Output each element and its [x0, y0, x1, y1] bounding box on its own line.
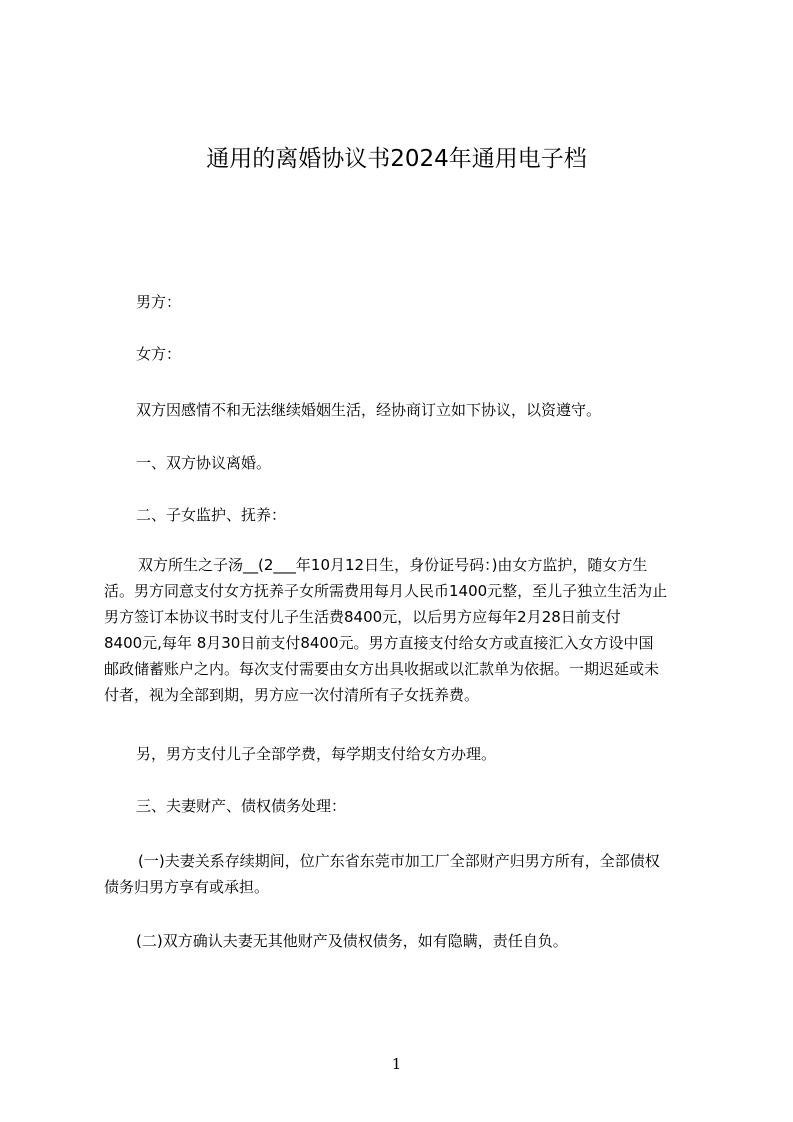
child-support-line: 男方签订本协议书时支付儿子生活费8400元，以后男方应每年2月28日前支付	[104, 608, 621, 626]
clause-3-heading: 三、夫妻财产、债权债务处理：	[136, 797, 347, 815]
property-item-1-line: (一)夫妻关系存续期间，位广东省东莞市加工厂全部财产归男方所有，全部债权	[138, 852, 660, 870]
male-party-line: 男方：	[136, 293, 182, 311]
child-support-line: 8400元,每年 8月30日前支付8400元。男方直接支付给女方或直接汇入女方设中国	[104, 634, 654, 652]
tuition-clause: 另，男方支付儿子全部学费，每学期支付给女方办理。	[136, 745, 497, 763]
property-item-1-line: 债务归男方享有或承担。	[104, 878, 270, 896]
property-item-2: (二)双方确认夫妻无其他财产及债权债务，如有隐瞒，责任自负。	[136, 932, 568, 950]
clause-2-heading: 二、子女监护、抚养：	[136, 506, 287, 524]
child-support-line: 活。男方同意支付女方抚养子女所需费用每月人民币1400元整，至儿子独立生活为止	[104, 582, 668, 600]
child-support-line: 付者，视为全部到期，男方应一次付清所有子女抚养费。	[104, 686, 480, 704]
child-support-clause	[104, 552, 700, 708]
page-number: 1	[391, 1055, 402, 1073]
female-party-line: 女方：	[136, 345, 182, 363]
clause-1-divorce: 一、双方协议离婚。	[136, 454, 272, 472]
document-title: 通用的离婚协议书2024年通用电子档	[206, 146, 587, 172]
property-item-1	[104, 848, 700, 900]
child-support-line: 双方所生之子汤__(2___年10月12日生，身份证号码：)由女方监护，随女方生	[138, 556, 648, 574]
agreement-preamble: 双方因感情不和无法继续婚姻生活，经协商订立如下协议，以资遵守。	[136, 401, 602, 419]
child-support-line: 邮政储蓄账户之内。每次支付需要由女方出具收据或以汇款单为依据。一期迟延或未	[104, 660, 660, 678]
